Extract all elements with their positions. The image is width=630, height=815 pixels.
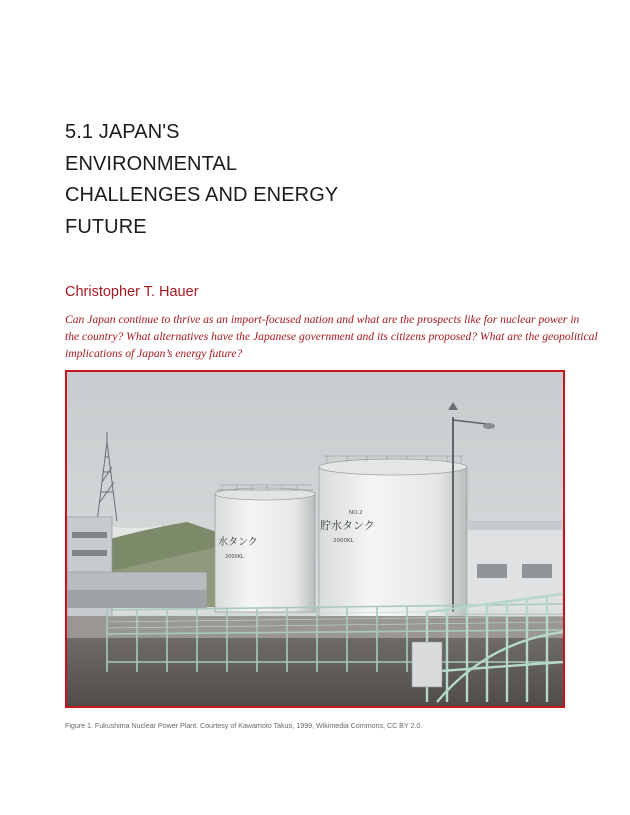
right-tank-number: NO.2 <box>349 510 363 516</box>
title-line-1: 5.1 JAPAN'S <box>65 121 180 143</box>
section-title <box>65 117 365 243</box>
left-tank <box>215 494 315 612</box>
figure-photo-frame <box>65 370 565 708</box>
abstract <box>65 311 598 362</box>
right-tank-capacity: 2000KL <box>333 538 354 544</box>
author-name: Christopher T. Hauer <box>65 284 199 300</box>
abstract-line-2: the country? What alternatives have the Japanese government and its citizens proposed? What are the geopolitical <box>65 330 598 343</box>
title-line-2: ENVIRONMENTAL <box>65 152 238 175</box>
left-tank-label: 水タンク <box>218 537 258 548</box>
figure-caption: Figure 1. Fukushima Nuclear Power Plant. Courtesy of Kawamoto Takuo, 1999, Wikimedia Commons, CC BY 2.0. <box>65 721 423 730</box>
power-plant-photo <box>67 372 563 706</box>
left-tank-capacity: 2000KL <box>225 554 244 560</box>
abstract-line-3: implications of Japan’s energy future? <box>65 347 243 360</box>
title-line-4: FUTURE <box>65 215 147 238</box>
right-tank-label: 貯水タンク <box>320 519 375 532</box>
ground <box>67 637 563 706</box>
guard-booth <box>412 642 442 687</box>
title-line-3: CHALLENGES AND ENERGY <box>65 184 339 206</box>
abstract-line-1: Can Japan continue to thrive as an import-focused nation and what are the prospects like for nuclear power in <box>65 313 580 326</box>
